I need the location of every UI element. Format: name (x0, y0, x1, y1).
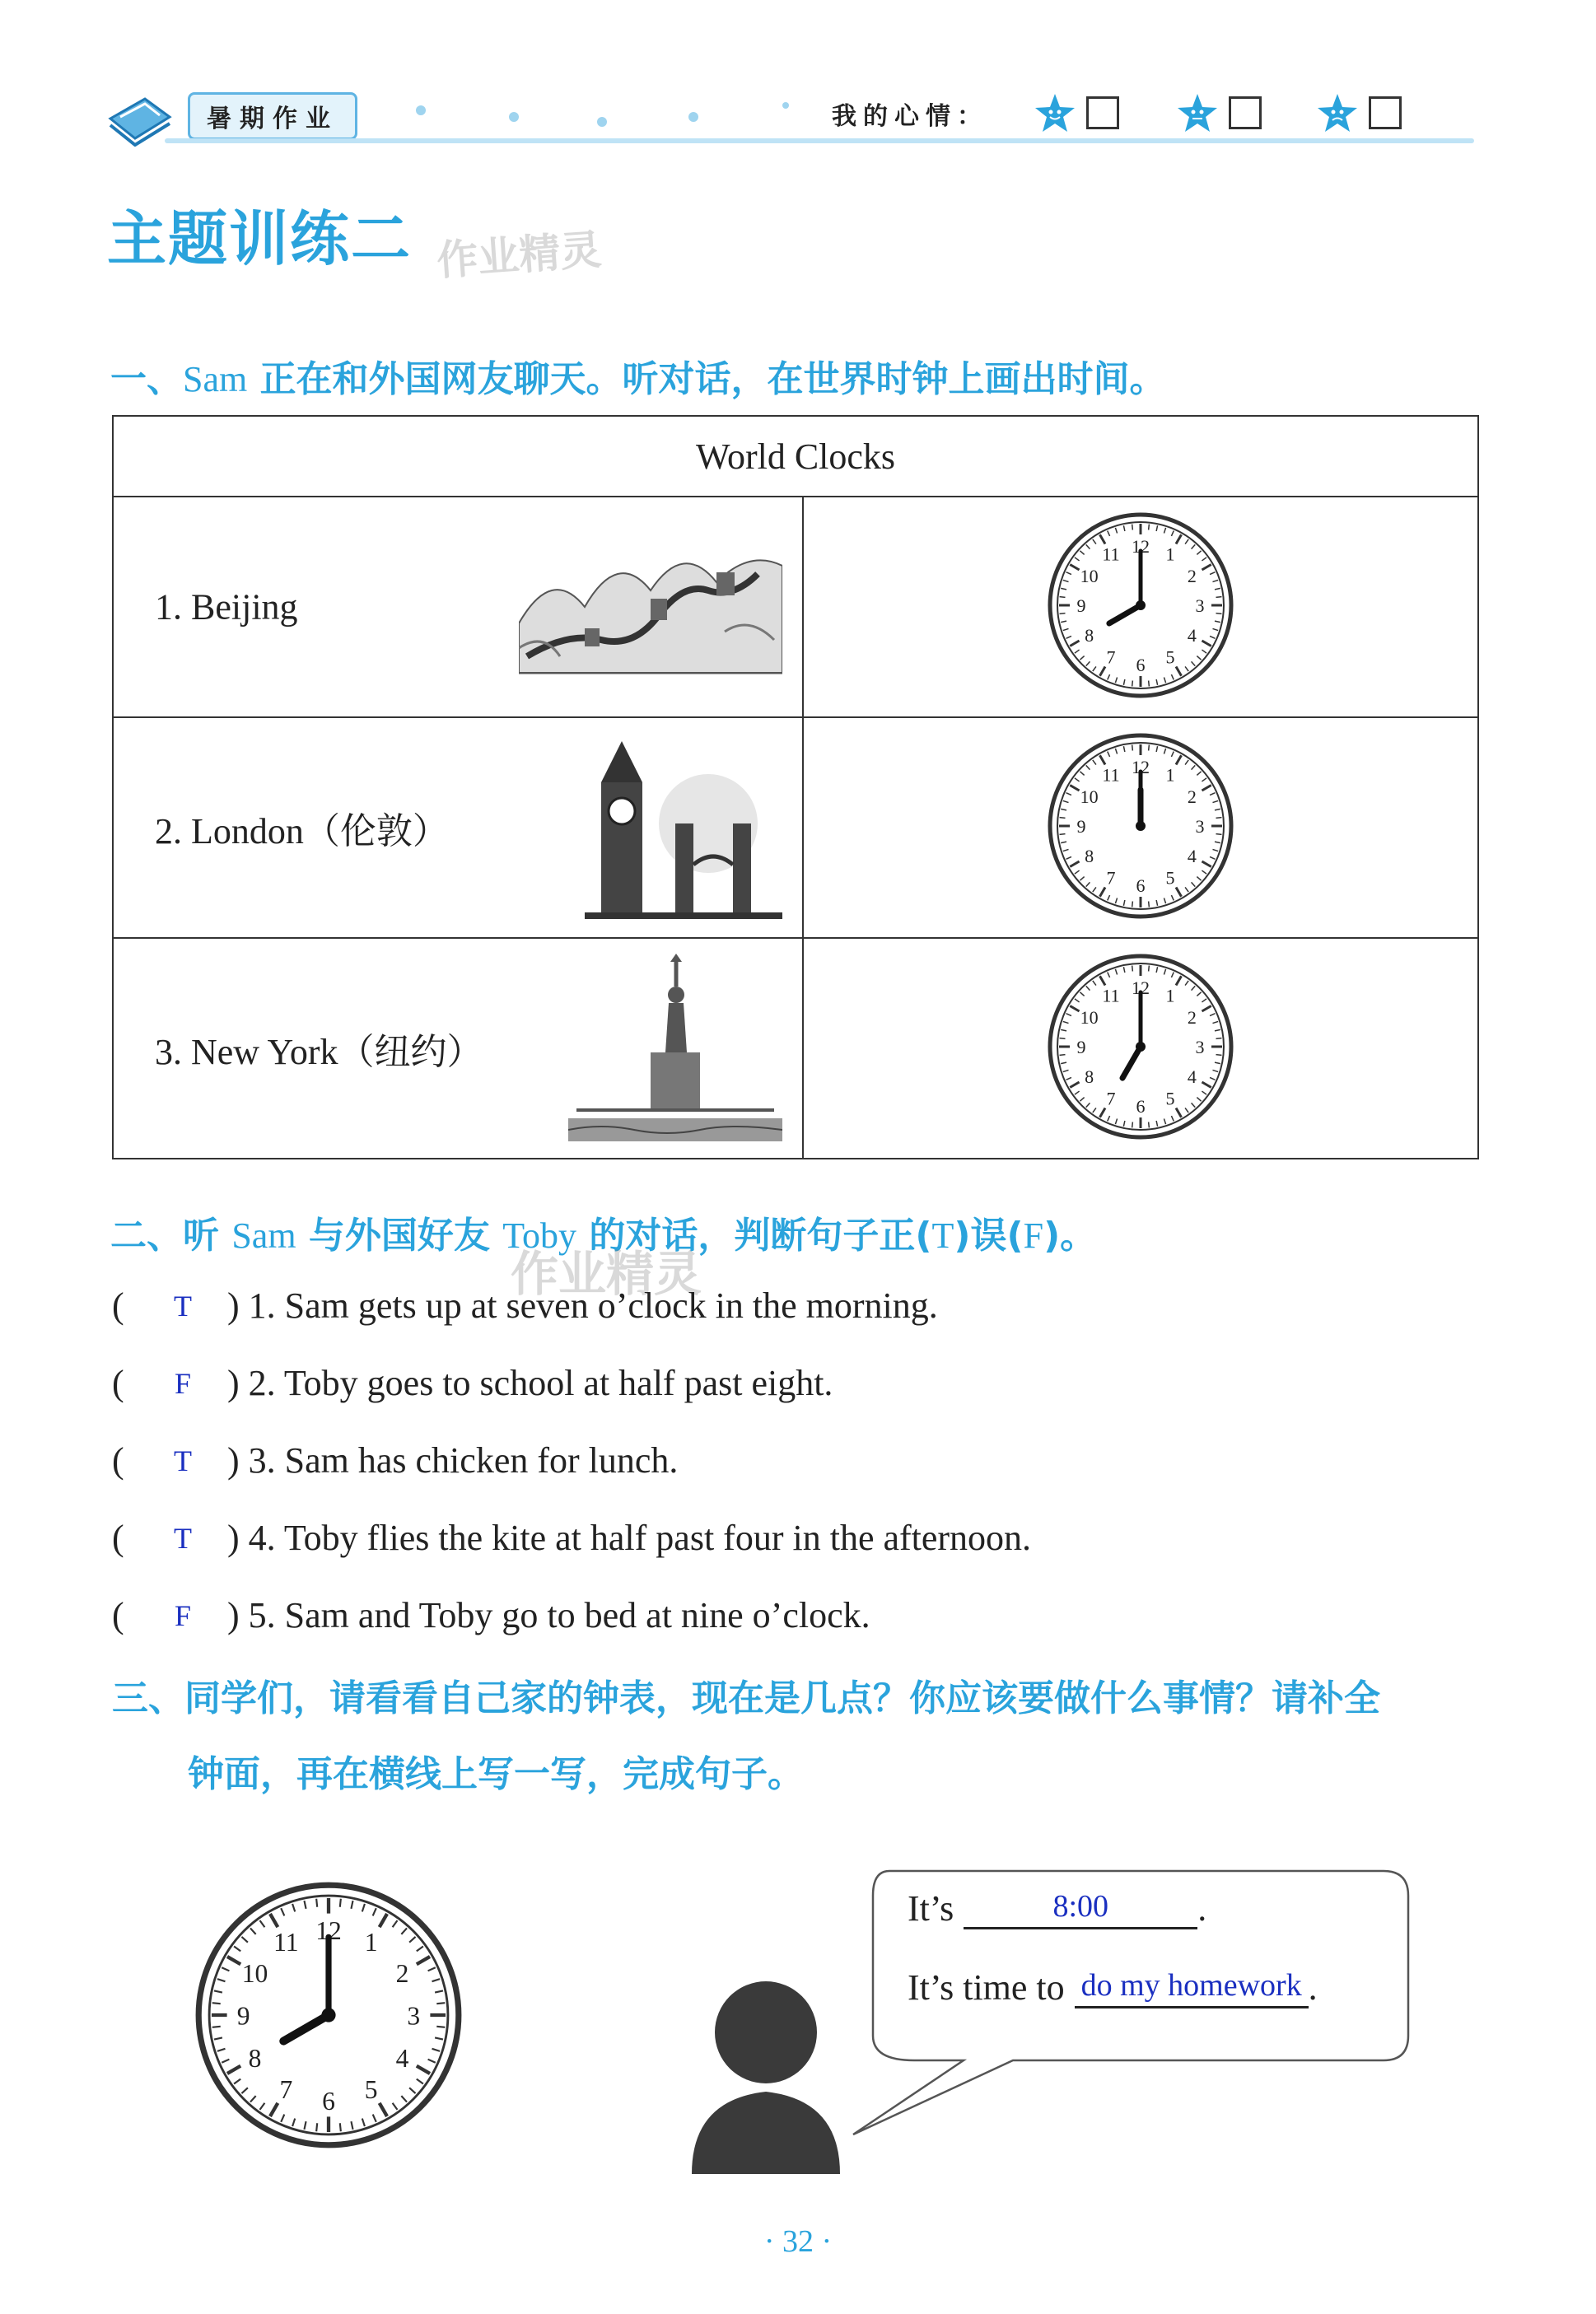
table-row (113, 497, 1478, 717)
clock-numeral: 3 (1195, 595, 1205, 616)
answer-field[interactable]: F (174, 1366, 192, 1400)
clock-numeral: 6 (322, 2086, 335, 2116)
clock-numeral: 3 (1195, 815, 1205, 837)
section2-f: F (1023, 1215, 1044, 1256)
answer-field[interactable]: T (174, 1444, 192, 1477)
clock-numeral: 1 (364, 1928, 378, 1957)
clock-tick (1149, 524, 1150, 530)
watermark: 作业精灵 (511, 1246, 702, 1302)
section2-name2: Toby (502, 1215, 577, 1256)
clock-numeral: 12 (1132, 977, 1150, 998)
clock-numeral: 7 (1106, 866, 1116, 888)
clock-cell-london (803, 717, 1478, 938)
clock-numeral: 12 (315, 1916, 342, 1946)
clock-tick (1060, 833, 1066, 834)
clock-numeral: 11 (1102, 985, 1120, 1006)
section1-number: 一、 (110, 358, 183, 400)
clock-tick (1060, 1054, 1066, 1055)
question-text: ) 1. Sam gets up at seven o’clock in the morning. (227, 1285, 938, 1326)
clock-numeral: 10 (1080, 565, 1099, 586)
clock-tick (1132, 901, 1133, 907)
clock-tick (1216, 1054, 1221, 1055)
clock-numeral: 9 (1076, 815, 1086, 837)
clock-tick (1149, 744, 1150, 750)
neutral-star-icon (1176, 92, 1219, 133)
open-paren: ( (112, 1363, 124, 1403)
section2-mid2: 的对话，判断句子正( (589, 1215, 932, 1257)
section1-title (110, 349, 1166, 402)
page-title: 主题训练二 (107, 204, 413, 273)
clock-numeral: 6 (1136, 654, 1146, 675)
clock-numeral: 8 (248, 2044, 262, 2074)
city-label: 1. Beijing (155, 586, 298, 627)
clock-numeral: 11 (1102, 544, 1120, 565)
clock-numeral: 11 (1102, 764, 1120, 786)
clock-numeral: 4 (1187, 845, 1197, 866)
clock-numeral: 12 (1132, 535, 1150, 557)
section2-pre: 听 (183, 1215, 219, 1257)
clock-numeral: 1 (1165, 544, 1175, 565)
clock-numeral: 3 (1195, 1036, 1205, 1057)
time-answer-field[interactable]: 8:00 (964, 1889, 1197, 1929)
answer-field[interactable]: T (174, 1289, 192, 1323)
mood-happy (1034, 92, 1119, 133)
clock-cell-new-york (803, 938, 1478, 1159)
page-number: · 32 · (763, 2224, 833, 2259)
open-paren: ( (112, 1285, 124, 1326)
tf-item-3 (112, 1439, 678, 1481)
big-ben-icon (585, 733, 782, 922)
clock-tick (1060, 596, 1066, 597)
question-text: ) 3. Sam has chicken for lunch. (227, 1440, 679, 1481)
clock-numeral: 6 (1136, 1095, 1146, 1117)
clock-center (1136, 600, 1146, 610)
page-header (0, 0, 1596, 156)
clock-tick (1149, 680, 1150, 686)
time-sentence (908, 1887, 1206, 1929)
clock-tick (340, 1899, 341, 1907)
open-paren: ( (112, 1440, 124, 1481)
clock-numeral: 2 (395, 1958, 409, 1988)
clock-tick (1060, 817, 1066, 818)
clock-numeral: 11 (273, 1928, 299, 1957)
question-text: ) 5. Sam and Toby go to bed at nine o’clock. (227, 1595, 870, 1635)
clock-numeral: 5 (364, 2074, 378, 2104)
clock-center (1136, 1042, 1146, 1052)
great-wall-icon (519, 533, 782, 681)
clock-numeral: 3 (407, 2001, 421, 2031)
mood-label: 我的心情： (832, 102, 988, 131)
clock-numeral: 5 (1165, 1087, 1175, 1108)
mood-checkbox-happy[interactable] (1086, 96, 1119, 129)
new-york-clock[interactable] (1046, 952, 1235, 1141)
clock-tick (1149, 965, 1150, 971)
home-clock[interactable] (193, 1879, 464, 2151)
clock-numeral: 2 (1187, 565, 1197, 586)
clock-numeral: 10 (1080, 1006, 1099, 1028)
book-stack-icon (107, 89, 173, 147)
section3-title-line1: 三、同学们，请看看自己家的钟表，现在是几点？你应该要做什么事情？请补全 (112, 1677, 1380, 1719)
clock-numeral: 12 (1132, 756, 1150, 777)
tf-item-2 (112, 1362, 833, 1404)
table-row (113, 717, 1478, 938)
clock-tick (1132, 524, 1133, 530)
city-cell-beijing (113, 497, 803, 717)
clock-tick (1132, 1122, 1133, 1127)
mood-neutral (1176, 92, 1262, 133)
watermark: 作业精灵 (435, 226, 604, 285)
section2-mid1: 与外国好友 (308, 1215, 490, 1257)
clock-numeral: 8 (1085, 845, 1094, 866)
clock-numeral: 4 (1187, 1066, 1197, 1087)
clock-numeral: 2 (1187, 1006, 1197, 1028)
its-time-to-label: It’s time to (908, 1967, 1065, 2008)
section2-name1: Sam (231, 1215, 296, 1256)
answer-field[interactable]: T (174, 1521, 192, 1555)
section1-name: Sam (183, 359, 248, 399)
question-text: ) 2. Toby goes to school at half past eight. (227, 1363, 833, 1403)
london-clock[interactable] (1046, 731, 1235, 921)
its-label: It’s (908, 1888, 954, 1929)
clock-tick (436, 2003, 445, 2004)
clock-numeral: 5 (1165, 866, 1175, 888)
clock-numeral: 2 (1187, 786, 1197, 807)
clock-numeral: 8 (1085, 1066, 1094, 1087)
beijing-clock[interactable] (1046, 511, 1235, 700)
summer-homework-badge: 暑期作业 (188, 92, 357, 140)
table-header: World Clocks (113, 416, 1478, 497)
clock-cell-beijing (803, 497, 1478, 717)
mood-checkbox-sad[interactable] (1369, 96, 1402, 129)
clock-numeral: 8 (1085, 624, 1094, 646)
clock-tick (316, 2123, 317, 2131)
clock-numeral: 1 (1165, 985, 1175, 1006)
tf-item-5 (112, 1594, 870, 1636)
table-row (113, 938, 1478, 1159)
clock-center (1136, 821, 1146, 831)
period: . (1197, 1888, 1207, 1929)
clock-numeral: 4 (395, 2044, 409, 2074)
clock-numeral: 9 (236, 2001, 250, 2031)
clock-numeral: 10 (241, 1958, 268, 1988)
mood-checkbox-neutral[interactable] (1229, 96, 1262, 129)
clock-numeral: 10 (1080, 786, 1099, 807)
clock-numeral: 7 (279, 2074, 293, 2104)
clock-tick (212, 2003, 221, 2004)
clock-numeral: 4 (1187, 624, 1197, 646)
clock-numeral: 5 (1165, 646, 1175, 667)
clock-numeral: 9 (1076, 595, 1086, 616)
section2-post: )。 (1043, 1215, 1097, 1257)
tf-item-4 (112, 1517, 1031, 1559)
city-cell-london (113, 717, 803, 938)
section2-t: T (931, 1215, 954, 1256)
open-paren: ( (112, 1518, 124, 1558)
clock-tick (1216, 817, 1221, 818)
sad-star-icon (1316, 92, 1359, 133)
person-silhouette-icon (684, 1968, 848, 2182)
table-header-row (113, 416, 1478, 497)
clock-tick (1149, 901, 1150, 907)
city-label: 2. London（伦敦） (155, 811, 449, 851)
clock-tick (340, 2123, 341, 2131)
clock-tick (1216, 596, 1221, 597)
clock-numeral: 9 (1076, 1036, 1086, 1057)
section1-instruction: 正在和外国网友聊天。听对话，在世界时钟上画出时间。 (259, 358, 1166, 400)
answer-field[interactable]: F (174, 1598, 192, 1632)
statue-of-liberty-icon (568, 954, 782, 1143)
clock-tick (1149, 1122, 1150, 1127)
mood-sad (1316, 92, 1402, 133)
clock-tick (1216, 833, 1221, 834)
clock-tick (1132, 744, 1133, 750)
section3-title-line2: 钟面，再在横线上写一写，完成句子。 (188, 1753, 804, 1795)
clock-tick (1132, 965, 1133, 971)
world-clocks-table (112, 415, 1479, 1159)
clock-numeral: 1 (1165, 764, 1175, 786)
open-paren: ( (112, 1595, 124, 1635)
section2-mid3: )误( (954, 1215, 1024, 1257)
clock-tick (1132, 680, 1133, 686)
period: . (1308, 1967, 1318, 2008)
activity-sentence (908, 1966, 1318, 2008)
clock-numeral: 7 (1106, 646, 1116, 667)
city-label: 3. New York（纽约） (155, 1032, 483, 1072)
clock-numeral: 7 (1106, 1087, 1116, 1108)
clock-center (321, 2008, 335, 2022)
activity-answer-field[interactable]: do my homework (1075, 1968, 1309, 2008)
city-cell-new-york (113, 938, 803, 1159)
clock-tick (316, 1899, 317, 1907)
section2-number: 二、 (110, 1215, 183, 1257)
tf-item-1 (112, 1285, 938, 1327)
question-text: ) 4. Toby flies the kite at half past four in the afternoon. (227, 1518, 1032, 1558)
happy-star-icon (1034, 92, 1076, 133)
clock-numeral: 6 (1136, 875, 1146, 896)
header-divider (165, 138, 1474, 143)
